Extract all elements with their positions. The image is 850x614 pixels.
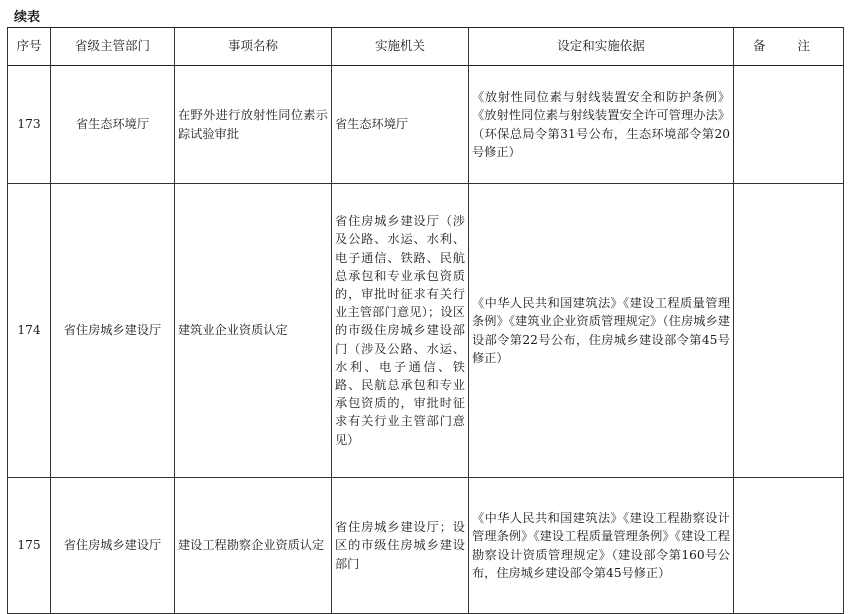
table-header-row (8, 28, 844, 66)
cell-org: 省住房城乡建设厅；设区的市级住房城乡建设部门 (332, 478, 469, 614)
cell-basis: 《放射性同位素与射线装置安全和防护条例》《放射性同位素与射线装置安全许可管理办法》（环保总局令第31号公布，生态环境部令第20号修正） (469, 66, 734, 184)
cell-seq: 175 (8, 478, 51, 614)
cell-basis: 《中华人民共和国建筑法》《建设工程勘察设计管理条例》《建设工程质量管理条例》《建设工程勘察设计资质管理规定》（建设部令第160号公布，住房城乡建设部令第45号修正） (469, 478, 734, 614)
cell-org: 省住房城乡建设厅（涉及公路、水运、水利、电子通信、铁路、民航总承包和专业承包资质的，审批时征求有关行业主管部门意见）；设区的市级住房城乡建设部门（涉及公路、水运、水利、电子通信、铁路、民航总承包和专业承包资质的，审批时征求有关行业主管部门意见） (332, 184, 469, 478)
cell-basis: 《中华人民共和国建筑法》《建设工程质量管理条例》《建筑业企业资质管理规定》（住房城乡建设部令第22号公布，住房城乡建设部令第45号修正） (469, 184, 734, 478)
header-basis: 设定和实施依据 (469, 28, 734, 66)
header-item: 事项名称 (175, 28, 332, 66)
header-dept: 省级主管部门 (51, 28, 175, 66)
header-seq: 序号 (8, 28, 51, 66)
cell-note (734, 478, 844, 614)
cell-dept: 省生态环境厅 (51, 66, 175, 184)
cell-item: 在野外进行放射性同位素示踪试验审批 (175, 66, 332, 184)
header-org: 实施机关 (332, 28, 469, 66)
cell-org: 省生态环境厅 (332, 66, 469, 184)
cell-note (734, 66, 844, 184)
cell-item: 建设工程勘察企业资质认定 (175, 478, 332, 614)
continued-label: 续表 (14, 10, 41, 25)
cell-item: 建筑业企业资质认定 (175, 184, 332, 478)
cell-seq: 174 (8, 184, 51, 478)
cell-note (734, 184, 844, 478)
cell-dept: 省住房城乡建设厅 (51, 478, 175, 614)
cell-seq: 173 (8, 66, 51, 184)
table-row (8, 184, 844, 478)
cell-dept: 省住房城乡建设厅 (51, 184, 175, 478)
approval-items-table (7, 27, 844, 614)
table-row (8, 66, 844, 184)
table-row (8, 478, 844, 614)
header-note: 备 注 (734, 28, 844, 66)
